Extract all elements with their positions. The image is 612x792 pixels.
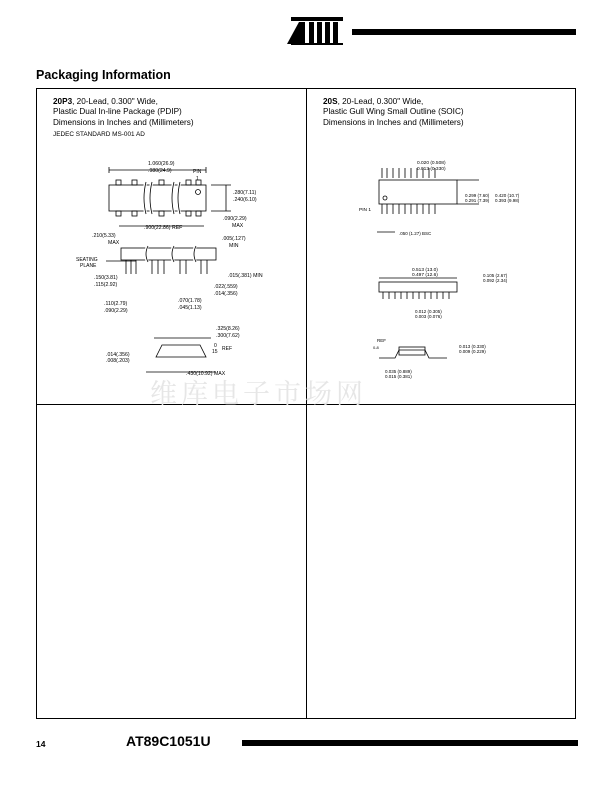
pdip-min-label: MIN: [229, 243, 239, 249]
pdip-lead-min: .115(2.92): [94, 282, 118, 288]
pdip-lead-width-min: .014(.356): [214, 291, 238, 297]
pdip-seating-2: PLANE: [80, 263, 97, 269]
pdip-caption: [53, 97, 194, 128]
pdip-end-view: [106, 326, 240, 377]
soic-thickness-top: 0.013 (0.330): [459, 344, 486, 349]
pdip-height-max-label: MAX: [108, 240, 120, 246]
soic-caption: [323, 97, 464, 128]
pdip-height-max: .210(5.33): [92, 233, 116, 239]
soic-desc-line1: , 20-Lead, 0.300" Wide,: [337, 97, 424, 106]
pdip-desc-line3: Dimensions in Inches and (Millimeters): [53, 117, 194, 127]
pdip-package-drawing: [36, 140, 306, 390]
soic-desc-line3: Dimensions in Inches and (Millimeters): [323, 117, 464, 127]
page-number: 14: [36, 739, 46, 749]
footer-rule: [242, 740, 578, 746]
footer-title: AT89C1051U: [126, 733, 211, 749]
section-title: Packaging Information: [36, 68, 171, 82]
soic-angle: 0-8: [373, 345, 379, 350]
pdip-desc-line1: , 20-Lead, 0.300" Wide,: [72, 97, 158, 106]
soic-foot-bottom: 0.015 (0.381): [385, 374, 412, 379]
soic-foot-top: 0.035 (0.889): [385, 369, 412, 374]
pdip-standoff: .015(.381) MIN: [228, 273, 263, 279]
pdip-angle-15: 15: [212, 349, 218, 355]
pdip-len-max: 1.060(26.9): [148, 161, 175, 167]
pdip-angle-0: 0: [214, 343, 217, 349]
header-rule: [352, 29, 576, 35]
pdip-top-view: [109, 161, 257, 231]
watermark: 维库电子市场网: [150, 379, 367, 410]
atmel-logo: [285, 16, 347, 46]
pdip-lead-max: .150(3.81): [94, 275, 118, 281]
soic-lead-width-bottom: 0.013 (0.330): [417, 167, 446, 172]
pdip-span: .430(10.92) MAX: [186, 371, 226, 377]
soic-top-view: [359, 160, 520, 236]
pdip-pitch-min: .090(2.29): [104, 308, 128, 314]
pdip-width-min: .240(6.10): [233, 197, 257, 203]
pdip-pin-label: PIN: [193, 169, 202, 175]
soic-length-top: 0.513 (13.0): [412, 268, 438, 273]
soic-height-bottom: 0.092 (2.34): [483, 278, 508, 283]
pdip-standard: JEDEC STANDARD MS-001 AD: [53, 131, 145, 138]
pdip-end-max-label: MAX: [232, 223, 244, 229]
pdip-side-view: [76, 233, 263, 314]
soic-span-width-bottom: 0.393 (9.98): [495, 198, 520, 203]
pdip-code: 20P3: [53, 97, 73, 106]
pdip-shoulder-min: .045(1.13): [178, 305, 202, 311]
soic-length-bottom: 0.497 (12.6): [412, 273, 438, 278]
pdip-pitch-max: .110(2.79): [104, 301, 128, 307]
soic-lead-width-top: 0.020 (0.508): [417, 161, 446, 166]
soic-body-width-bottom: 0.291 (7.39): [465, 198, 490, 203]
soic-body-width-top: 0.299 (7.60): [465, 193, 490, 198]
soic-standoff-top: 0.012 (0.305): [415, 309, 442, 314]
soic-span-width-top: 0.420 (10.7): [495, 193, 520, 198]
pdip-row-max: .325(8.26): [216, 326, 240, 332]
soic-thickness-bottom: 0.009 (0.229): [459, 349, 486, 354]
pdip-width-max: .280(7.11): [233, 190, 257, 196]
pdip-end-max: .090(2.29): [223, 216, 247, 222]
pdip-ref: .900(22.86) REF: [144, 225, 183, 231]
pdip-pin-number: 1: [196, 176, 199, 182]
soic-pin1: PIN 1: [359, 208, 371, 213]
pdip-lead-width-max: .022(.559): [214, 284, 238, 290]
pdip-desc-line2: Plastic Dual In-line Package (PDIP): [53, 107, 182, 117]
pdip-row-min: .300(7.62): [216, 333, 240, 339]
pdip-seating-1: SEATING: [76, 257, 98, 263]
pdip-angle-ref: REF: [222, 346, 232, 352]
pdip-thickness-min: .008(.203): [106, 358, 130, 364]
pdip-min-005: .005(.127): [222, 236, 246, 242]
pdip-shoulder-max: .070(1.78): [178, 298, 202, 304]
soic-package-drawing: [307, 140, 576, 390]
pdip-thickness-max: .014(.356): [106, 352, 130, 358]
soic-pitch-bsc: .050 (1.27) BSC: [399, 231, 432, 236]
pdip-len-min: .980(24.9): [148, 168, 172, 174]
soic-standoff-bottom: 0.003 (0.076): [415, 314, 442, 319]
soic-height-top: 0.105 (2.67): [483, 273, 508, 278]
soic-ref: REF: [377, 338, 386, 343]
soic-end-view: [373, 338, 486, 379]
soic-side-view: [379, 267, 508, 319]
soic-desc-line2: Plastic Gull Wing Small Outline (SOIC): [323, 107, 464, 117]
soic-code: 20S: [323, 97, 338, 106]
